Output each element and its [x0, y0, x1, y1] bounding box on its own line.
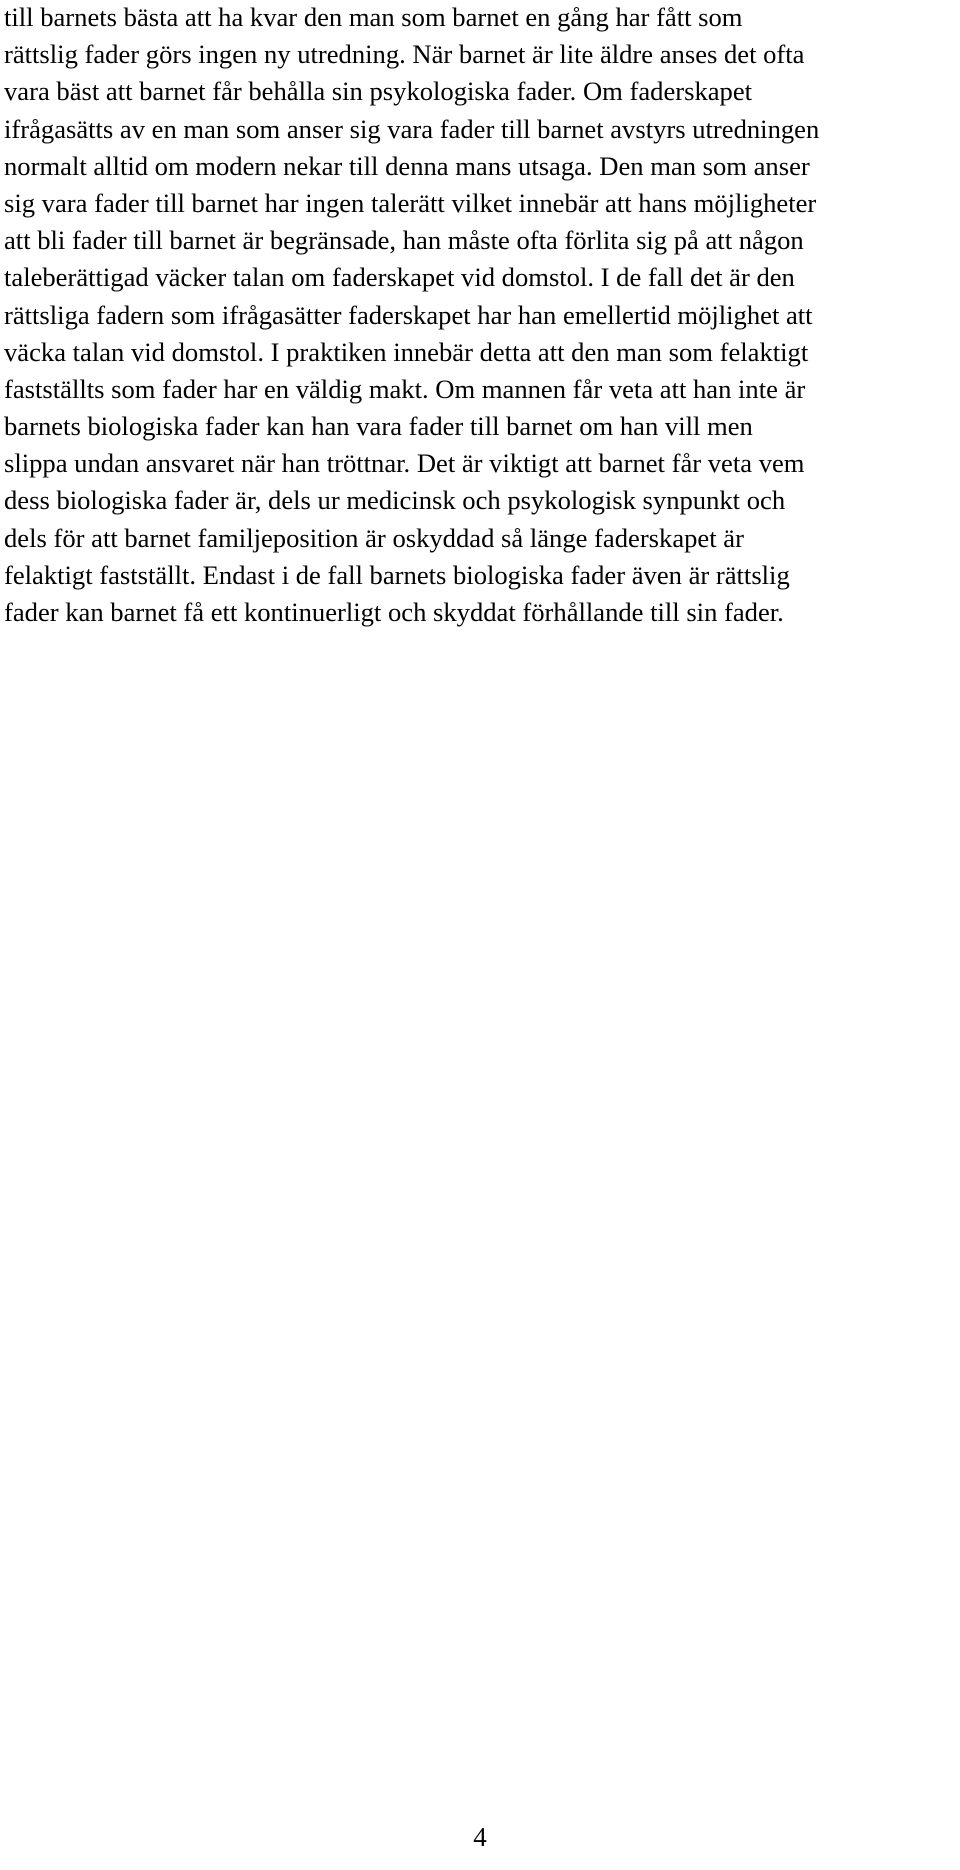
text-line: att bli fader till barnet är begränsade, han måste ofta förlita sig på att någon — [4, 225, 804, 256]
text-line: taleberättigad väcker talan om faderskapet vid domstol. I de fall det är den — [4, 262, 795, 293]
text-line: rättsliga fadern som ifrågasätter faderskapet har han emellertid möjlighet att — [4, 299, 813, 330]
text-line: sig vara fader till barnet har ingen talerätt vilket innebär att hans möjligheter — [4, 187, 817, 218]
text-line: fastställts som fader har en väldig makt. Om mannen får veta att han inte är — [4, 373, 806, 404]
text-line: till barnets bästa att ha kvar den man som barnet en gång har fått som — [4, 2, 743, 32]
text-line: ifrågasätts av en man som anser sig vara fader till barnet avstyrs utredningen — [4, 113, 820, 144]
body-paragraph — [4, 0, 954, 631]
text-line: dess biologiska fader är, dels ur medicinsk och psykologisk synpunkt och — [4, 485, 786, 516]
text-line: normalt alltid om modern nekar till denna mans utsaga. Den man som anser — [4, 150, 810, 181]
text-line: väcka talan vid domstol. I praktiken innebär detta att den man som felaktigt — [4, 336, 809, 367]
text-line: felaktigt fastställt. Endast i de fall barnets biologiska fader även är rättslig — [4, 559, 790, 590]
text-line: vara bäst att barnet får behålla sin psykologiska fader. Om faderskapet — [4, 76, 753, 107]
page-number: 4 — [473, 1822, 487, 1852]
text-line: dels för att barnet familjeposition är oskyddad så länge faderskapet är — [4, 522, 744, 553]
text-line: fader kan barnet få ett kontinuerligt och skyddat förhållande till sin fader. — [4, 597, 784, 627]
text-line: rättslig fader görs ingen ny utredning. När barnet är lite äldre anses det ofta — [4, 39, 805, 70]
text-line: slippa undan ansvaret när han tröttnar. Det är viktigt att barnet får veta vem — [4, 448, 805, 479]
text-line: barnets biologiska fader kan han vara fader till barnet om han vill men — [4, 411, 753, 442]
